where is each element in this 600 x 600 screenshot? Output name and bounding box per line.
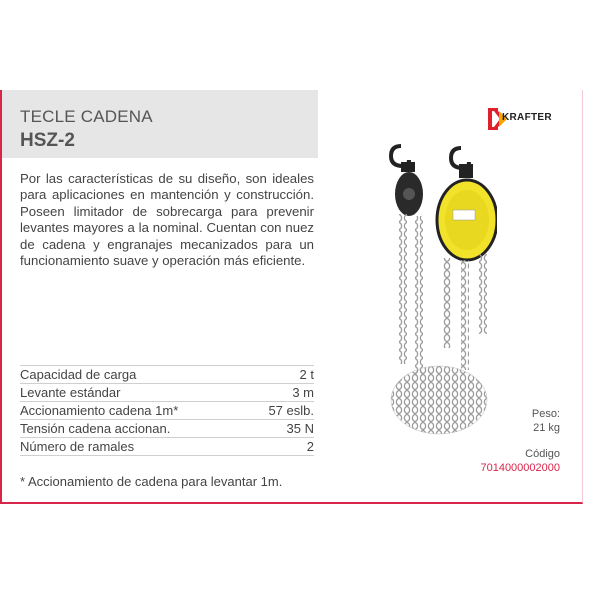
- table-row: [20, 438, 314, 456]
- spec-value: 2 t: [248, 366, 314, 384]
- spec-label: Capacidad de carga: [20, 366, 248, 384]
- brand-name: KRAFTER: [502, 112, 552, 123]
- spec-value: 35 N: [248, 420, 314, 438]
- product-description: Por las características de su diseño, son ideales para aplicaciones en mantención y construcción. Poseen limitador de sobrecarga para prevenir levantes mayores a la nominal. Cuentan con nuez de cadena y engranajes mecanizados para un funcionamiento suave y operación más eficiente.: [20, 171, 314, 269]
- weight-label: Peso:: [531, 408, 560, 420]
- spec-label: Accionamiento cadena 1m*: [20, 402, 248, 420]
- weight-value: 21 kg: [533, 422, 560, 434]
- footnote: * Accionamiento de cadena para levantar 1m.: [20, 474, 283, 489]
- table-row: [20, 420, 314, 438]
- chain-hoist-icon: [387, 142, 497, 442]
- table-row: [20, 402, 314, 420]
- spec-value: 3 m: [248, 384, 314, 402]
- product-card: [0, 90, 583, 504]
- spec-table: [20, 365, 314, 456]
- title-box: [2, 90, 318, 158]
- spec-label: Tensión cadena accionan.: [20, 420, 248, 438]
- spec-value: 2: [248, 438, 314, 456]
- spec-label: Número de ramales: [20, 438, 248, 456]
- spec-label: Levante estándar: [20, 384, 248, 402]
- product-model: HSZ-2: [20, 130, 75, 151]
- product-category: TECLE CADENA: [20, 107, 153, 126]
- code-label: Código: [525, 448, 560, 460]
- product-code: 7014000002000: [480, 462, 560, 474]
- table-row: [20, 384, 314, 402]
- spec-value: 57 eslb.: [248, 402, 314, 420]
- table-row: [20, 366, 314, 384]
